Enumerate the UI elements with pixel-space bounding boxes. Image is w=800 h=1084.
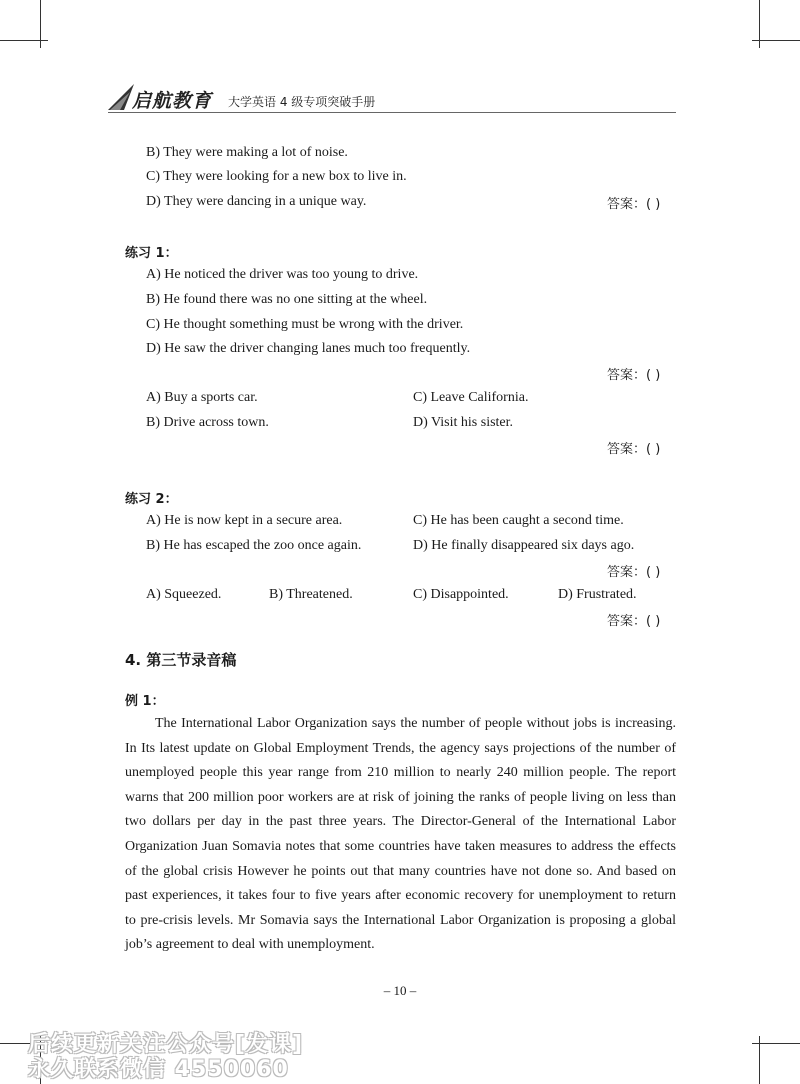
watermark-line: 永久联系微信 4550060	[28, 1057, 289, 1082]
option-line: B) He found there was no one sitting at the wheel.	[146, 292, 428, 307]
exercise-label: 练习 1：	[125, 246, 178, 261]
page-number: – 10 –	[383, 983, 417, 998]
option-line: A) He is now kept in a secure area.	[146, 513, 343, 528]
answer-blank: 答案：( )	[607, 368, 661, 383]
option-line: B) He has escaped the zoo once again.	[146, 538, 362, 553]
answer-blank: 答案：( )	[607, 442, 661, 457]
option-line: A) Buy a sports car.	[146, 390, 258, 405]
option-line: C) Disappointed.	[413, 587, 509, 602]
watermark-line: 后续更新关注公众号[发课]	[28, 1032, 304, 1057]
transcript-paragraph: The International Labor Organization says the number of people without jobs is increasing. In Its latest update on Global Employment Trends, the agency says projections of the number of unemployed people this year range from 210 million to nearly 240 million people. The report warns that 200 million poor workers are at risk of joining the ranks of people living on less than two dollars per day in the past three years. The Director-General of the International Labor Organization Juan Somavia notes that some countries have taken measures to address the effects of the global crisis However he points out that many countries have not done so. And based on past experiences, it takes four to five years after economic recovery for unemployment to return to pre-crisis levels. Mr Somavia says the International Labor Organization is proposing a global job’s agreement to deal with unemployment.	[125, 716, 676, 953]
answer-blank: 答案：( )	[607, 614, 661, 629]
section-heading: 4. 第三节录音稿	[125, 651, 237, 669]
option-line: D) They were dancing in a unique way.	[146, 194, 367, 209]
option-line: C) They were looking for a new box to live in.	[146, 169, 407, 184]
option-line: B) Threatened.	[269, 587, 353, 602]
option-line: D) Frustrated.	[558, 587, 637, 602]
option-line: A) He noticed the driver was too young to drive.	[146, 267, 419, 282]
option-line: B) Drive across town.	[146, 415, 269, 430]
header-divider	[108, 112, 676, 113]
answer-blank: 答案：( )	[607, 197, 661, 212]
example-label: 例 1：	[125, 694, 165, 709]
option-line: B) They were making a lot of noise.	[146, 145, 348, 160]
option-line: D) Visit his sister.	[413, 415, 514, 430]
option-line: A) Squeezed.	[146, 587, 222, 602]
crop-mark-tl-h	[0, 40, 48, 41]
answer-blank: 答案：( )	[607, 565, 661, 580]
crop-mark-tr-h	[752, 40, 800, 41]
handbook-subtitle: 大学英语 4 级专项突破手册	[228, 95, 376, 109]
option-line: D) He saw the driver changing lanes much too frequently.	[146, 341, 471, 356]
option-line: C) Leave California.	[413, 390, 529, 405]
option-line: C) He thought something must be wrong with the driver.	[146, 317, 464, 332]
option-line: D) He finally disappeared six days ago.	[413, 538, 635, 553]
crop-mark-br-h	[752, 1043, 800, 1044]
brand-title: 启航教育	[132, 90, 213, 112]
option-line: C) He has been caught a second time.	[413, 513, 624, 528]
exercise-label: 练习 2：	[125, 492, 178, 507]
